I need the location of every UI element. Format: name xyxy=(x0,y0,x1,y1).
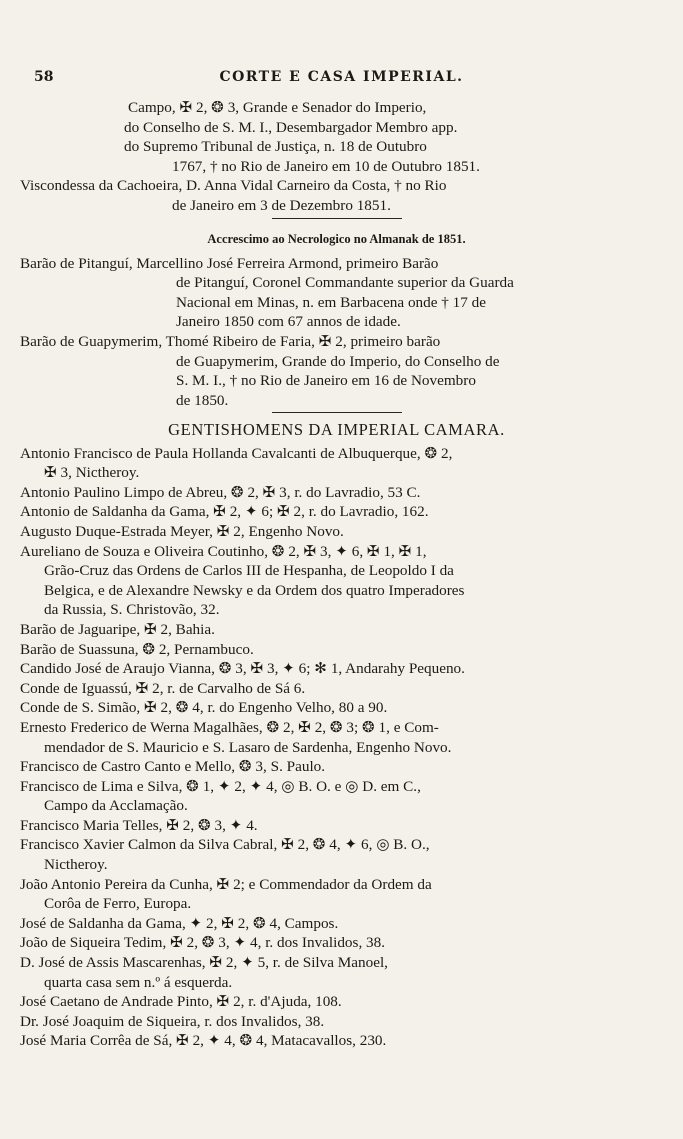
list-item: Belgica, e de Alexandre Newsky e da Ordem dos quatro Imperadores xyxy=(44,581,465,599)
list-item: Conde de Iguassú, ✠ 2, r. de Carvalho de Sá 6. xyxy=(20,679,306,697)
list-item: Francisco Xavier Calmon da Silva Cabral, ✠ 2, ❂ 4, ✦ 6, ◎ B. O., xyxy=(20,836,430,854)
list-item: Barão de Suassuna, ❂ 2, Pernambuco. xyxy=(20,640,254,658)
running-title: CORTE E CASA IMPERIAL. xyxy=(219,69,464,85)
list-item: Grão-Cruz das Ordens de Carlos III de Hespanha, de Leopoldo I da xyxy=(44,562,454,580)
necrologio-addendum xyxy=(20,230,653,417)
text-line: de Pitanguí, Coronel Commandante superior da Guarda xyxy=(176,274,514,292)
list-item: da Russia, S. Christovão, 32. xyxy=(44,601,220,619)
list-item: João Antonio Pereira da Cunha, ✠ 2; e Commendador da Ordem da xyxy=(20,875,432,893)
text-line: S. M. I., † no Rio de Janeiro em 16 de Novembro xyxy=(176,372,476,390)
list-item: D. José de Assis Mascarenhas, ✠ 2, ✦ 5, r. de Silva Manoel, xyxy=(20,954,388,972)
list-item: quarta casa sem n.º á esquerda. xyxy=(44,973,233,991)
list-item: Francisco de Castro Canto e Mello, ❂ 3, S. Paulo. xyxy=(20,758,326,776)
text-line: Barão de Guapymerim, Thomé Ribeiro de Faria, ✠ 2, primeiro barão xyxy=(20,332,441,350)
list-item: Antonio Paulino Limpo de Abreu, ❂ 2, ✠ 3, r. do Lavradio, 53 C. xyxy=(20,483,421,501)
list-item: Francisco Maria Telles, ✠ 2, ❂ 3, ✦ 4. xyxy=(20,816,258,834)
list-item: João de Siqueira Tedim, ✠ 2, ❂ 3, ✦ 4, r. dos Invalidos, 38. xyxy=(20,934,386,952)
divider xyxy=(272,218,402,219)
addendum-heading: Accrescimo ao Necrologico no Almanak de 1851. xyxy=(207,232,466,246)
text-line: de 1850. xyxy=(176,391,229,409)
text-line: do Conselho de S. M. I., Desembargador Membro app. xyxy=(124,118,458,136)
list-item: Conde de S. Simão, ✠ 2, ❂ 4, r. do Engenho Velho, 80 a 90. xyxy=(20,699,388,717)
text-line: de Guapymerim, Grande do Imperio, do Conselho de xyxy=(176,352,500,370)
list-item: Barão de Jaguaripe, ✠ 2, Bahia. xyxy=(20,620,215,638)
list-item: ✠ 3, Nictheroy. xyxy=(44,464,140,482)
divider xyxy=(272,412,402,413)
list-item: Ernesto Frederico de Werna Magalhães, ❂ 2, ✠ 2, ❂ 3; ❂ 1, e Com- xyxy=(20,718,439,736)
list-item: Augusto Duque-Estrada Meyer, ✠ 2, Engenho Novo. xyxy=(20,522,344,540)
list-item: Nictheroy. xyxy=(44,856,108,874)
necrologio-continuation xyxy=(20,98,653,223)
text-line: Nacional em Minas, n. em Barbacena onde † 17 de xyxy=(176,293,486,311)
list-item: José de Saldanha da Gama, ✦ 2, ✠ 2, ❂ 4, Campos. xyxy=(20,914,339,932)
running-header xyxy=(34,69,649,93)
text-line: do Supremo Tribunal de Justiça, n. 18 de Outubro xyxy=(124,138,427,156)
text-line: Viscondessa da Cachoeira, D. Anna Vidal Carneiro da Costa, † no Rio xyxy=(20,177,447,195)
text-line: 1767, † no Rio de Janeiro em 10 de Outubro 1851. xyxy=(172,157,480,175)
list-item: Corôa de Ferro, Europa. xyxy=(44,895,192,913)
list-item: Candido José de Araujo Vianna, ❂ 3, ✠ 3, ✦ 6; ✻ 1, Andarahy Pequeno. xyxy=(20,660,465,678)
list-item: mendador de S. Mauricio e S. Lasaro de Sardenha, Engenho Novo. xyxy=(44,738,452,756)
list-item: Antonio de Saldanha da Gama, ✠ 2, ✦ 6; ✠ 2, r. do Lavradio, 162. xyxy=(20,503,429,521)
list-item: Aureliano de Souza e Oliveira Coutinho, ❂ 2, ✠ 3, ✦ 6, ✠ 1, ✠ 1, xyxy=(20,542,427,560)
list-item: Antonio Francisco de Paula Hollanda Cavalcanti de Albuquerque, ❂ 2, xyxy=(20,444,453,462)
page-number: 58 xyxy=(34,69,54,85)
text-line: Janeiro 1850 com 67 annos de idade. xyxy=(176,313,401,331)
list-item: Francisco de Lima e Silva, ❂ 1, ✦ 2, ✦ 4, ◎ B. O. e ◎ D. em C., xyxy=(20,777,421,795)
gentishomens-section xyxy=(20,420,653,1051)
list-item: José Maria Corrêa de Sá, ✠ 2, ✦ 4, ❂ 4, Matacavallos, 230. xyxy=(20,1032,387,1050)
text-line: Barão de Pitanguí, Marcellino José Ferreira Armond, primeiro Barão xyxy=(20,254,439,272)
text-line: de Janeiro em 3 de Dezembro 1851. xyxy=(172,196,391,214)
list-item: José Caetano de Andrade Pinto, ✠ 2, r. d'Ajuda, 108. xyxy=(20,993,342,1011)
list-item: Dr. José Joaquim de Siqueira, r. dos Invalidos, 38. xyxy=(20,1012,325,1030)
text-line: Campo, ✠ 2, ❂ 3, Grande e Senador do Imperio, xyxy=(128,99,427,116)
list-item: Campo da Acclamação. xyxy=(44,797,188,815)
section-heading: GENTISHOMENS DA IMPERIAL CAMARA. xyxy=(168,420,505,439)
